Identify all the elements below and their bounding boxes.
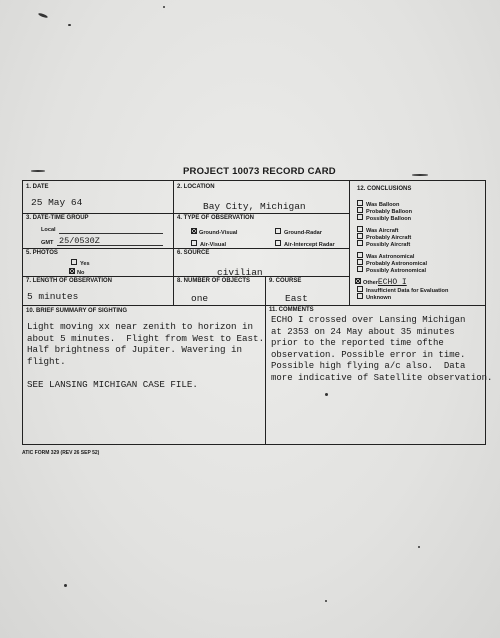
course-label: 9. COURSE [269, 278, 302, 284]
checkbox-icon [357, 233, 363, 239]
photos-label: 5. PHOTOS [26, 250, 58, 256]
checkbox-icon [357, 293, 363, 299]
source-value: civilian [217, 267, 263, 278]
photos-no-option: No [69, 268, 84, 277]
checkbox-icon [357, 214, 363, 220]
air-visual-option: Air-Visual [191, 240, 226, 249]
local-label: Local [41, 227, 56, 233]
scan-speck [68, 24, 71, 26]
scan-speck [64, 584, 67, 587]
conclusion-possibly-balloon: Possibly Balloon [357, 214, 411, 223]
conclusion-unknown: Unknown [357, 293, 391, 302]
conclusion-other: OtherECHO I [355, 278, 407, 287]
summary-text: Light moving xx near zenith to horizon in about 5 minutes. Flight from West to East. Half brightness of Jupiter. Wavering in flight. SEE LANSING MICHIGAN CASE FILE. [27, 321, 265, 390]
comments-text: ECHO I crossed over Lansing Michigan at 2353 on 24 May about 35 minutes prior to the reported time ofthe observation. Possible error in time. Possible high flying a/c also. Data more indicative of Satellite observation. [271, 315, 493, 383]
checkbox-icon [357, 252, 363, 258]
ink-dot [325, 393, 328, 396]
conclusion-probably-balloon: Probably Balloon [357, 207, 412, 216]
conclusion-was-aircraft: Was Aircraft [357, 226, 399, 235]
conclusion-probably-astronomical: Probably Astronomical [357, 259, 427, 268]
observation-type-label: 4. TYPE OF OBSERVATION [177, 215, 255, 221]
conclusion-possibly-aircraft: Possibly Aircraft [357, 240, 410, 249]
gmt-value: 25/0530Z [59, 236, 100, 246]
checkbox-icon [357, 226, 363, 232]
checkbox-icon [357, 286, 363, 292]
summary-label: 10. BRIEF SUMMARY OF SIGHTING [26, 308, 128, 314]
conclusion-possibly-astronomical: Possibly Astronomical [357, 266, 426, 275]
air-intercept-option: Air-Intercept Radar [275, 240, 335, 249]
scan-speck [31, 170, 45, 172]
ground-radar-option: Ground-Radar [275, 228, 322, 237]
checked-box-icon [355, 278, 361, 284]
checkbox-icon [357, 266, 363, 272]
checked-box-icon [191, 228, 197, 234]
objects-value: one [191, 293, 209, 304]
objects-label: 8. NUMBER OF OBJECTS [177, 278, 251, 284]
date-value: 25 May 64 [31, 197, 83, 208]
date-label: 1. DATE [26, 184, 49, 190]
checked-box-icon [69, 268, 75, 274]
location-value: Bay City, Michigan [203, 201, 306, 212]
conclusion-insufficient: Insufficient Data for Evaluation [357, 286, 448, 295]
card-title: PROJECT 10073 RECORD CARD [183, 166, 336, 177]
scan-speck [163, 6, 165, 8]
checkbox-icon [357, 207, 363, 213]
length-value: 5 minutes [27, 291, 79, 302]
checkbox-icon [357, 200, 363, 206]
checkbox-icon [275, 240, 281, 246]
conclusion-was-astronomical: Was Astronomical [357, 252, 414, 261]
conclusion-other-value: ECHO I [377, 278, 407, 287]
checkbox-icon [357, 240, 363, 246]
photos-yes-option: Yes [71, 259, 90, 268]
length-label: 7. LENGTH OF OBSERVATION [26, 278, 113, 284]
form-id: ATIC FORM 329 (REV 26 SEP 52) [22, 450, 100, 456]
checkbox-icon [71, 259, 77, 265]
location-label: 2. LOCATION [177, 184, 215, 190]
course-value: East [285, 293, 308, 304]
checkbox-icon [275, 228, 281, 234]
scan-speck [325, 600, 327, 602]
comments-label: 11. COMMENTS [269, 307, 314, 313]
gmt-label: GMT [41, 240, 54, 246]
ground-visual-option: Ground-Visual [191, 228, 237, 237]
source-label: 6. SOURCE [177, 250, 210, 256]
checkbox-icon [357, 259, 363, 265]
scan-speck [418, 546, 420, 548]
record-card [22, 180, 493, 445]
scan-speck [412, 174, 428, 176]
conclusions-label: 12. CONCLUSIONS [357, 186, 412, 192]
conclusion-was-balloon: Was Balloon [357, 200, 399, 209]
datetime-label: 3. DATE-TIME GROUP [26, 215, 89, 221]
checkbox-icon [191, 240, 197, 246]
conclusion-probably-aircraft: Probably Aircraft [357, 233, 411, 242]
